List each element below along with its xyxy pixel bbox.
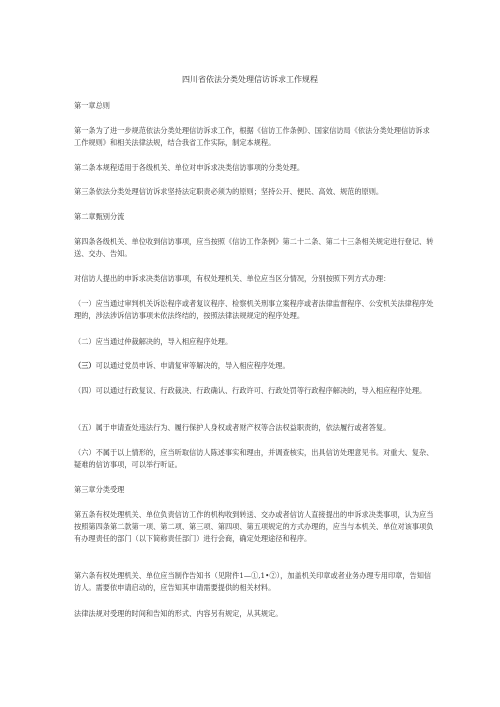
chapter-heading: 第一章总则 xyxy=(74,101,110,110)
article-paragraph: （六）不属于以上情形的，应当听取信访人陈述事实和理由，并调查核实，出具信访处理意见书。对重大、复杂、疑难的信访事项，可以举行听证。 xyxy=(74,448,434,469)
article-paragraph: （五）属于申请查处违法行为、履行保护人身权或者财产权等合法权益职责的，依法履行或者答复。 xyxy=(74,423,391,432)
chapter-heading: 第三章分类受理 xyxy=(74,485,125,494)
article-paragraph: （四）可以通过行政复议、行政裁决、行政确认、行政许可、行政处罚等行政程序解决的，导入相应程序处理。 xyxy=(74,386,427,395)
article-paragraph: 第四条各级机关、单位收到信访事项，应当按照《信访工作条例》第二十二条、第二十三条相关规定进行登记、转送、交办、告知。 xyxy=(74,237,434,258)
item-marker: （三） xyxy=(74,361,96,370)
article-paragraph: 法律法规对受理的时间和告知的形式、内容另有规定，从其规定。 xyxy=(74,609,283,618)
article-paragraph: 第二条本规程适用于各级机关、单位对申诉求决类信访事项的分类处理。 xyxy=(74,163,305,172)
article-paragraph: （二）应当通过仲裁解决的，导入相应程序处理。 xyxy=(74,337,233,346)
article-paragraph: （三）可以通过党员申诉、申请复审等解决的，导入相应程序处理。 xyxy=(74,361,290,370)
document-title: 四川省依法分类处理信访诉求工作规程 xyxy=(182,75,318,84)
article-paragraph: 第一条为了进一步规范依法分类处理信访诉求工作，根据《信访工作条例》、国家信访局《依法分类处理信访诉求工作规则》和相关法律法规，结合我省工作实际，制定本规程。 xyxy=(74,126,430,147)
article-paragraph: 第五条有权处理机关、单位负责信访工作的机构收到转送、交办或者信访人直接提出的申诉求决类事项，认为应当按照第四条第二款第一项、第二项、第三项、第四项、第五项规定的方式办理的，应当与本机关、单位对该事项负有办理责任的部门（以下简称责任部门）进行会商，确定处理途径和程序。 xyxy=(74,510,434,543)
chapter-heading: 第二章甄别分流 xyxy=(74,212,125,221)
article-paragraph: 第三条依法分类处理信访诉求坚持法定职责必须为的原则；坚持公开、便民、高效、规范的原则。 xyxy=(74,187,384,196)
article-paragraph: 对信访人提出的申诉求决类信访事项，有权处理机关、单位应当区分情况，分别按照下列方式办理： xyxy=(74,274,391,283)
article-paragraph: （一）应当通过审判机关诉讼程序或者复议程序、检察机关刑事立案程序或者法律监督程序、公安机关法律程序处理的，涉法涉诉信访事项未依法终结的，按照法律法规规定的程序处理。 xyxy=(74,299,434,320)
article-paragraph: 第六条有权处理机关、单位应当制作告知书（见附件1—①,1•②），加盖机关印章或者业务办理专用印章，告知信访人。需要依申请启动的，应告知其申请需要提供的相关材料。 xyxy=(74,571,432,592)
